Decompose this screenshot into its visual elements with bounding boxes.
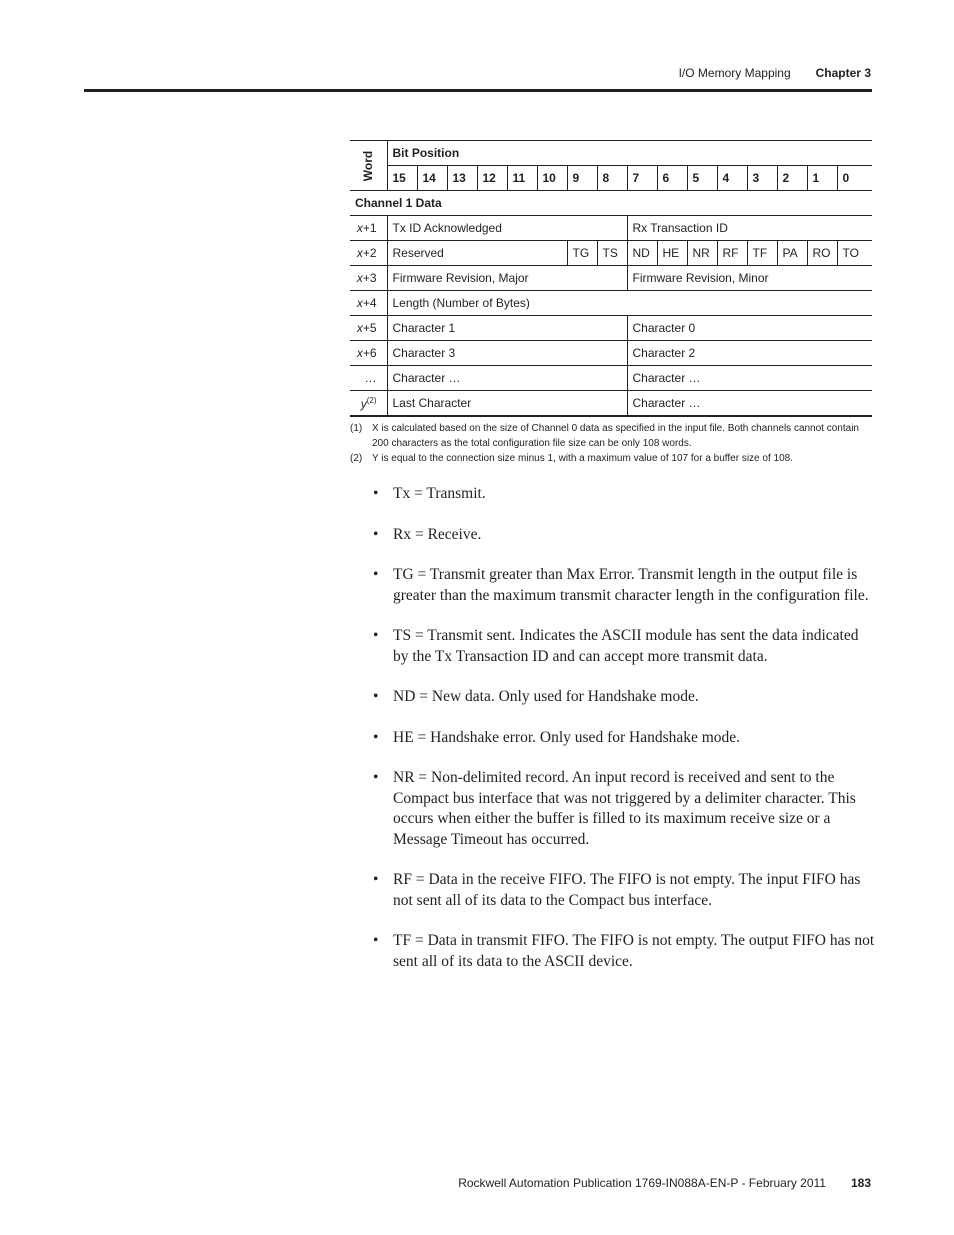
word-index: x+4 (350, 291, 387, 316)
list-item: • ND = New data. Only used for Handshake mode. (370, 687, 875, 708)
table-row (350, 216, 872, 241)
bit-3: 3 (747, 166, 777, 191)
bit-10: 10 (537, 166, 567, 191)
flag-tg: TG (567, 241, 597, 266)
table-row (350, 316, 872, 341)
full-word-cell: Length (Number of Bytes) (387, 291, 872, 316)
word-header-label: Word (361, 150, 376, 181)
publication-info: Rockwell Automation Publication 1769-IN088A-EN-P - February 2011 (458, 1176, 826, 1190)
flag-he: HE (657, 241, 687, 266)
list-item: • Rx = Receive. (370, 525, 875, 546)
table-row (350, 291, 872, 316)
low-byte-cell: Character … (627, 391, 872, 417)
header-section: I/O Memory Mapping (678, 66, 791, 80)
page-number: 183 (850, 1176, 871, 1190)
word-index: … (350, 366, 387, 391)
table-row (350, 266, 872, 291)
word-index: $y^{(2)}$ (350, 391, 387, 417)
bit-4: 4 (717, 166, 747, 191)
list-item: • HE = Handshake error. Only used for Handshake mode. (370, 728, 875, 749)
header-rule (84, 89, 872, 92)
word-index: x+6 (350, 341, 387, 366)
list-item: • RF = Data in the receive FIFO. The FIFO is not empty. The input FIFO has not sent all of its data to the Compact bus interface. (370, 870, 875, 911)
bit-2: 2 (777, 166, 807, 191)
flag-ts: TS (597, 241, 627, 266)
table-row (350, 341, 872, 366)
high-byte-cell: Firmware Revision, Major (387, 266, 627, 291)
flag-nr: NR (687, 241, 717, 266)
bit-12: 12 (477, 166, 507, 191)
word-index: x+3 (350, 266, 387, 291)
word-header (350, 141, 387, 191)
high-byte-cell: Last Character (387, 391, 627, 417)
footnote-text: X is calculated based on the size of Channel 0 data as specified in the input file. Both channels cannot contain 200 characters as the total configuration file size can be only 108 words. (372, 423, 859, 449)
channel-label-row (350, 191, 872, 216)
bit-position-header: Bit Position (387, 141, 872, 166)
flag-pa: PA (777, 241, 807, 266)
channel-label: Channel 1 Data (350, 191, 872, 216)
low-byte-cell: Character 2 (627, 341, 872, 366)
low-byte-cell: Firmware Revision, Minor (627, 266, 872, 291)
high-byte-cell: Character 3 (387, 341, 627, 366)
reserved-cell: Reserved (387, 241, 567, 266)
word-index: x+1 (350, 216, 387, 241)
table-row (350, 391, 872, 417)
header-chapter: Chapter 3 (815, 66, 871, 80)
footnote: (1) X is calculated based on the size of Channel 0 data as specified in the input file. Both channels cannot contain 200 characters as the total configuration file size can be only 108 words. (350, 421, 872, 451)
table-row (350, 366, 872, 391)
bit-number-row (350, 166, 872, 191)
bit-13: 13 (447, 166, 477, 191)
flag-rf: RF (717, 241, 747, 266)
bit-15: 15 (387, 166, 417, 191)
list-item: • Tx = Transmit. (370, 484, 875, 505)
high-byte-cell: Character 1 (387, 316, 627, 341)
bit-5: 5 (687, 166, 717, 191)
word-index: x+2 (350, 241, 387, 266)
bit-0: 0 (837, 166, 872, 191)
list-item: • TF = Data in transmit FIFO. The FIFO is not empty. The output FIFO has not sent all of its data to the ASCII device. (370, 931, 875, 972)
high-byte-cell: Tx ID Acknowledged (387, 216, 627, 241)
bit-9: 9 (567, 166, 597, 191)
footnote-text: Y is equal to the connection size minus 1, with a maximum value of 107 for a buffer size of 108. (372, 453, 793, 464)
channel-1-data-table (350, 140, 872, 417)
bit-8: 8 (597, 166, 627, 191)
page-footer (458, 1176, 871, 1190)
footnote: (2) Y is equal to the connection size minus 1, with a maximum value of 107 for a buffer size of 108. (350, 453, 793, 464)
bit-7: 7 (627, 166, 657, 191)
list-item: • NR = Non-delimited record. An input record is received and sent to the Compact bus interface that was not triggered by a delimiter character. This occurs when either the buffer is filled to its maximum receive size or a Message Timeout has occurred. (370, 768, 875, 850)
bit-11: 11 (507, 166, 537, 191)
flag-nd: ND (627, 241, 657, 266)
page-header (679, 66, 871, 80)
flag-ro: RO (807, 241, 837, 266)
bit-definition-list (370, 484, 875, 992)
flag-tf: TF (747, 241, 777, 266)
table-row (350, 241, 872, 266)
bit-6: 6 (657, 166, 687, 191)
low-byte-cell: Character 0 (627, 316, 872, 341)
high-byte-cell: Character … (387, 366, 627, 391)
flag-to: TO (837, 241, 872, 266)
list-item: • TG = Transmit greater than Max Error. Transmit length in the output file is greater than the maximum transmit character length in the configuration file. (370, 565, 875, 606)
low-byte-cell: Character … (627, 366, 872, 391)
bit-14: 14 (417, 166, 447, 191)
list-item: • TS = Transmit sent. Indicates the ASCII module has sent the data indicated by the Tx Transaction ID and can accept more transmit data. (370, 626, 875, 667)
table-header-row (350, 141, 872, 166)
table-footnotes (350, 421, 872, 466)
word-index: x+5 (350, 316, 387, 341)
bit-1: 1 (807, 166, 837, 191)
low-byte-cell: Rx Transaction ID (627, 216, 872, 241)
